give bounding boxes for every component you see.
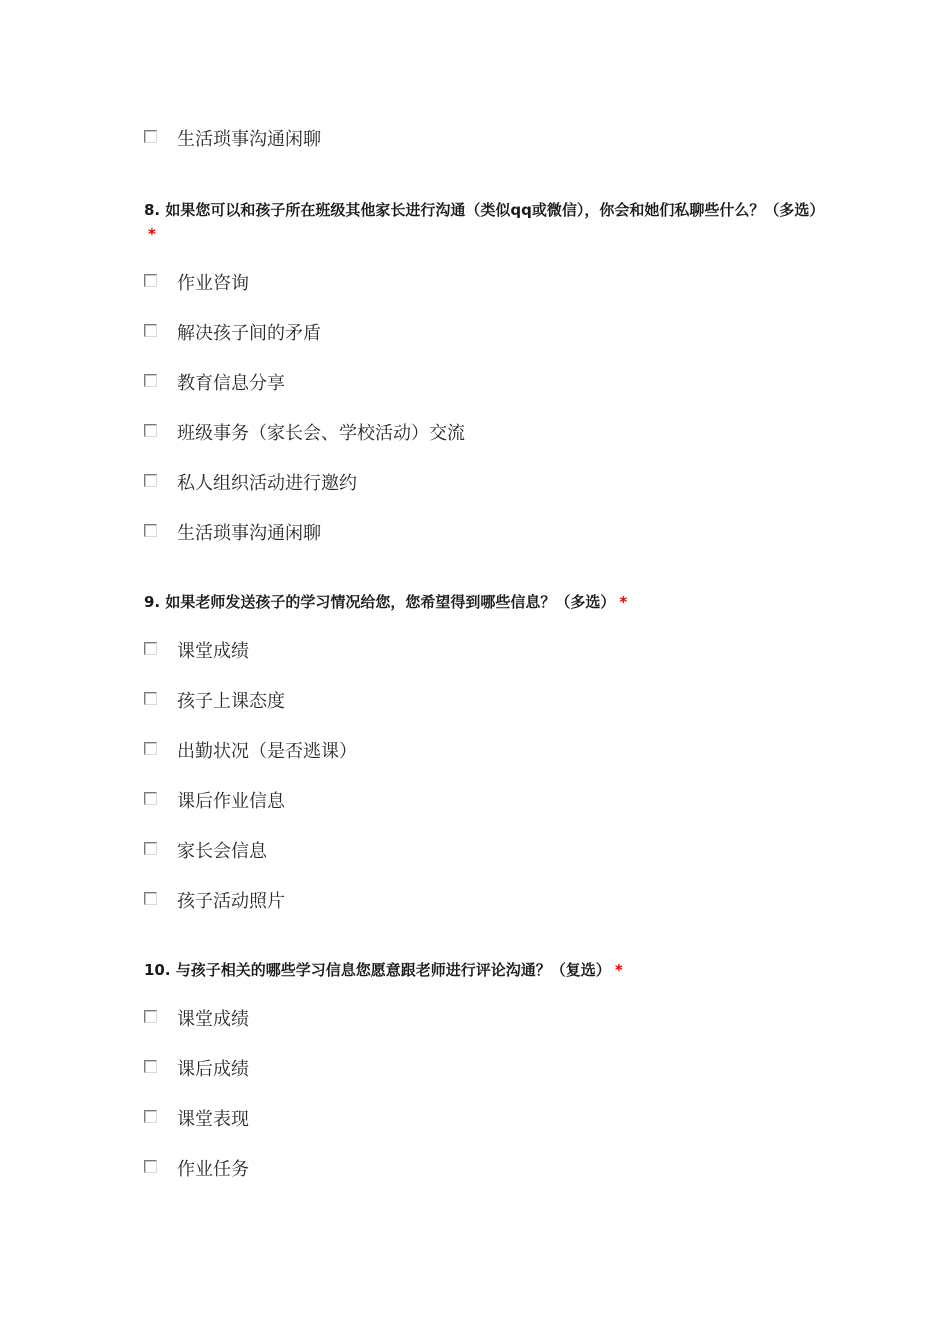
checkbox[interactable] bbox=[144, 324, 157, 337]
option-label: 作业咨询 bbox=[177, 273, 249, 294]
question-10-title bbox=[144, 958, 824, 982]
checkbox[interactable] bbox=[144, 274, 157, 287]
checkbox[interactable] bbox=[144, 792, 157, 805]
required-mark: * bbox=[619, 593, 628, 611]
checkbox[interactable] bbox=[144, 524, 157, 537]
checkbox[interactable] bbox=[144, 424, 157, 437]
checkbox[interactable] bbox=[144, 374, 157, 387]
option-label: 课堂成绩 bbox=[177, 1009, 249, 1030]
option-label: 家长会信息 bbox=[177, 841, 267, 862]
checkbox[interactable] bbox=[144, 842, 157, 855]
option-label: 私人组织活动进行邀约 bbox=[177, 473, 357, 494]
checkbox[interactable] bbox=[144, 1110, 157, 1123]
checkbox[interactable] bbox=[144, 642, 157, 655]
checkbox[interactable] bbox=[144, 692, 157, 705]
option-label: 作业任务 bbox=[177, 1159, 249, 1180]
option-label: 教育信息分享 bbox=[177, 373, 285, 394]
option-label: 课堂成绩 bbox=[177, 641, 249, 662]
question-9-text: 9. 如果老师发送孩子的学习情况给您，您希望得到哪些信息？（多选） bbox=[144, 593, 616, 611]
option-label: 生活琐事沟通闲聊 bbox=[177, 523, 321, 544]
checkbox[interactable] bbox=[144, 742, 157, 755]
question-8-title bbox=[144, 198, 824, 246]
option-label: 孩子活动照片 bbox=[177, 891, 285, 912]
question-9-title bbox=[144, 590, 824, 614]
checkbox[interactable] bbox=[144, 1060, 157, 1073]
required-mark: * bbox=[614, 961, 623, 979]
checkbox[interactable] bbox=[144, 474, 157, 487]
option-label: 课后作业信息 bbox=[177, 791, 285, 812]
option-label: 生活琐事沟通闲聊 bbox=[177, 129, 321, 150]
checkbox[interactable] bbox=[144, 892, 157, 905]
option-label: 课后成绩 bbox=[177, 1059, 249, 1080]
option-label: 课堂表现 bbox=[177, 1109, 249, 1130]
required-mark: * bbox=[148, 225, 156, 243]
checkbox[interactable] bbox=[144, 130, 157, 143]
option-label: 解决孩子间的矛盾 bbox=[177, 323, 321, 344]
question-8-text: 8. 如果您可以和孩子所在班级其他家长进行沟通（类似qq或微信），你会和她们私聊些什么？（多选） bbox=[144, 201, 825, 219]
option-label: 孩子上课态度 bbox=[177, 691, 285, 712]
question-10-text: 10. 与孩子相关的哪些学习信息您愿意跟老师进行评论沟通？（复选） bbox=[144, 961, 611, 979]
option-label: 出勤状况（是否逃课） bbox=[177, 741, 357, 762]
checkbox[interactable] bbox=[144, 1160, 157, 1173]
checkbox[interactable] bbox=[144, 1010, 157, 1023]
option-label: 班级事务（家长会、学校活动）交流 bbox=[177, 423, 465, 444]
